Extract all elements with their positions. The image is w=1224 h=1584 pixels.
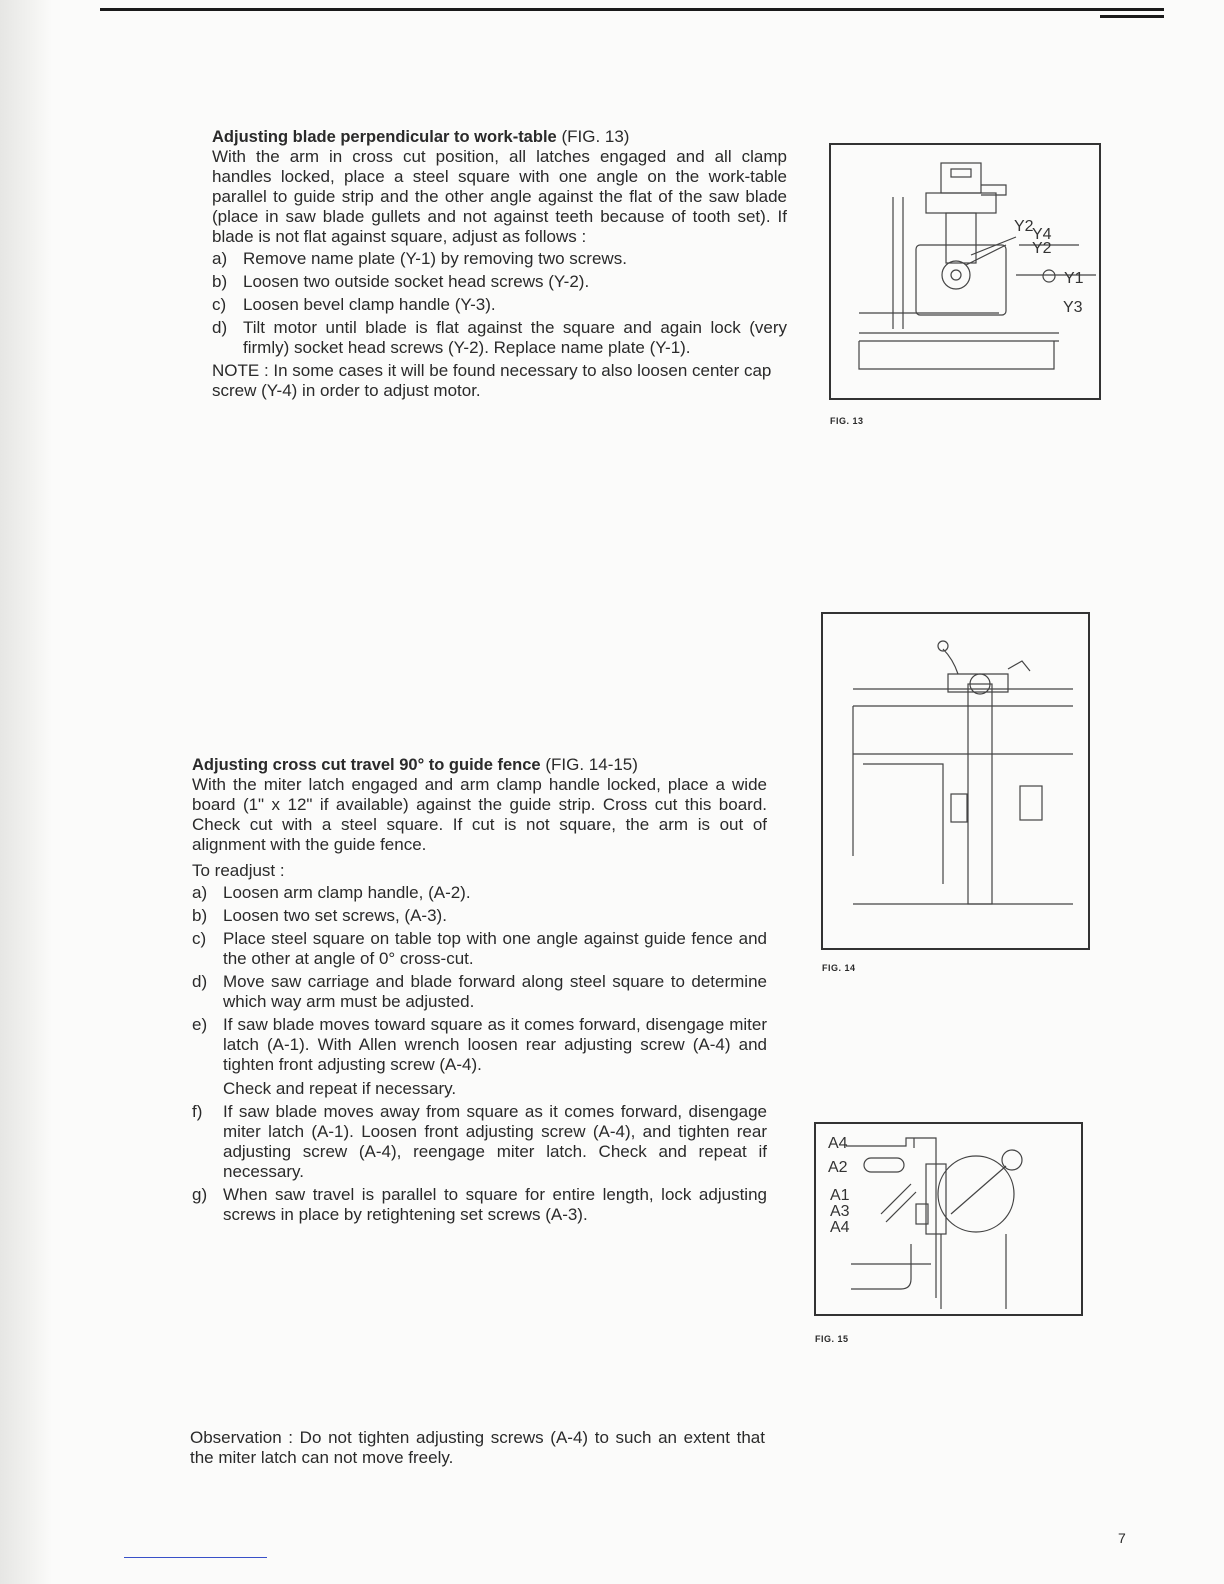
bottom-mark (124, 1557, 267, 1558)
step-text: Move saw carriage and blade forward along steel square to determine which way arm must be adjusted. (223, 972, 767, 1011)
page-edge-shadow (0, 0, 52, 1584)
section-heading (192, 755, 767, 775)
heading-fig-ref: (FIG. 13) (561, 127, 630, 146)
step-marker: a) (192, 883, 208, 902)
step-marker: c) (192, 929, 207, 948)
fig15-drawing (816, 1124, 1081, 1314)
section-paragraph: With the arm in cross cut position, all latches engaged and all clamp handles locked, place a steel square with one angle on the work-table parallel to guide strip and the other angle against the flat of the saw blade (place in saw blade gullets and not against teeth because of tooth set). If blade is not flat against square, adjust as follows : (212, 147, 787, 246)
figure-13 (829, 143, 1101, 400)
list-item (192, 1102, 767, 1182)
list-item (192, 883, 767, 903)
top-rule (100, 8, 1164, 11)
figure-15 (814, 1122, 1083, 1316)
list-item (212, 272, 787, 292)
step-marker: b) (212, 272, 228, 291)
step-marker: g) (192, 1185, 208, 1204)
fig15-label-a4: A4 (828, 1135, 848, 1152)
section-paragraph: With the miter latch engaged and arm clamp handle locked, place a wide board (1" x 12" if available) against the guide strip. Cross cut this board. Check cut with a steel square. If cut is not square, the arm is out of alignment with the guide fence. (192, 775, 767, 854)
fig13-caption: FIG. 13 (830, 416, 864, 426)
step-marker: c) (212, 295, 227, 314)
step-text: Remove name plate (Y-1) by removing two screws. (243, 249, 627, 268)
list-item (192, 929, 767, 969)
steps-list (192, 883, 767, 1225)
note-text: NOTE : In some cases it will be found necessary to also loosen center cap screw (Y-4) in order to adjust motor. (212, 361, 772, 400)
fig13-label-y4: Y4 (1032, 226, 1052, 243)
step-marker: b) (192, 906, 208, 925)
step-text: When saw travel is parallel to square for entire length, lock adjusting screws in place by retightening set screws (A-3). (223, 1185, 767, 1224)
step-text: If saw blade moves toward square as it comes forward, disengage miter latch (A-1). With Allen wrench loosen rear adjusting screw (A-4) and tighten front adjusting screw (A-4). (223, 1015, 767, 1074)
top-rule-right (1100, 15, 1164, 18)
fig15-label-a2: A2 (828, 1159, 848, 1176)
section-cross-cut-travel (192, 755, 767, 1228)
list-item (192, 972, 767, 1012)
step-text: Place steel square on table top with one angle against guide fence and the other at angle of 0° cross-cut. (223, 929, 767, 968)
page-number: 7 (1118, 1530, 1126, 1546)
fig14-caption: FIG. 14 (822, 963, 856, 973)
fig15-label-a1: A1 (830, 1187, 850, 1204)
fig15-label-a3: A3 (830, 1203, 850, 1220)
section-blade-perpendicular (212, 127, 787, 401)
figure-14 (821, 612, 1090, 950)
fig14-drawing (823, 614, 1088, 948)
fig13-label-y2b: Y2 (1032, 240, 1052, 257)
step-text: Loosen arm clamp handle, (A-2). (223, 883, 471, 902)
step-extra: Check and repeat if necessary. (223, 1079, 457, 1098)
list-item (212, 295, 787, 315)
heading-bold: Adjusting blade perpendicular to work-table (212, 128, 557, 146)
section-heading (212, 127, 787, 147)
steps-list (212, 249, 787, 358)
step-text: If saw blade moves away from square as it comes forward, disengage miter latch (A-1). Loosen front adjusting screw (A-4), and tighten rear adjusting screw (A-4), reengage miter latch. Check and repeat if necessary. (223, 1102, 767, 1181)
fig15-label-a4b: A4 (830, 1219, 850, 1236)
observation-text: Observation : Do not tighten adjusting screws (A-4) to such an extent that the miter latch can not move freely. (190, 1428, 765, 1467)
step-marker: d) (212, 318, 228, 337)
readjust-intro: To readjust : (192, 861, 285, 880)
step-text: Tilt motor until blade is flat against the square and again lock (very firmly) socket head screws (Y-2). Replace name plate (Y-1). (243, 318, 787, 357)
fig15-caption: FIG. 15 (815, 1334, 849, 1344)
fig13-label-y2: Y2 (1014, 218, 1034, 235)
list-item (192, 1185, 767, 1225)
step-marker: a) (212, 249, 228, 268)
list-item (212, 249, 787, 269)
step-marker: f) (192, 1102, 203, 1121)
step-text: Loosen bevel clamp handle (Y-3). (243, 295, 496, 314)
fig13-drawing (831, 145, 1099, 398)
list-item (192, 1015, 767, 1099)
step-marker: d) (192, 972, 208, 991)
fig13-label-y3: Y3 (1063, 299, 1083, 316)
heading-bold: Adjusting cross cut travel 90° to guide fence (192, 756, 541, 774)
list-item (212, 318, 787, 358)
step-marker: e) (192, 1015, 208, 1034)
fig13-label-y1: Y1 (1064, 270, 1084, 287)
step-text: Loosen two set screws, (A-3). (223, 906, 447, 925)
step-text: Loosen two outside socket head screws (Y-2). (243, 272, 590, 291)
list-item (192, 906, 767, 926)
heading-fig-ref: (FIG. 14-15) (545, 755, 638, 774)
